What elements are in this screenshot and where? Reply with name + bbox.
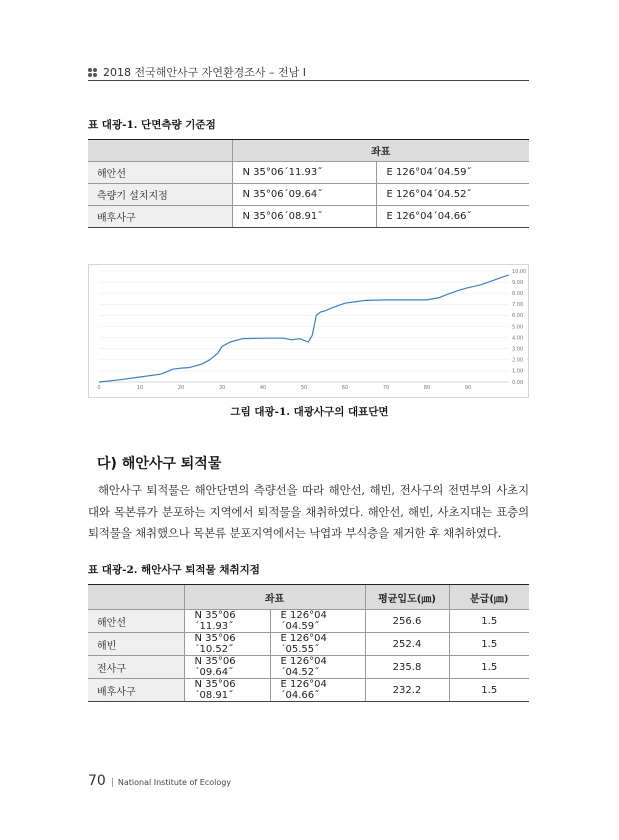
profile-chart-svg xyxy=(89,265,530,399)
institute-name: National Institute of Ecology xyxy=(117,778,232,787)
x-tick-label: 0 xyxy=(97,385,101,391)
y-tick-label: 3.00 xyxy=(512,346,524,353)
table2-empty-header xyxy=(88,585,184,610)
latitude-cell: N 35°06´09.64˝ xyxy=(232,184,376,206)
table2-caption: 표 대광-2. 해안사구 퇴적물 채취지점 xyxy=(88,564,260,576)
x-tick-label: 40 xyxy=(259,385,267,391)
table1-coords-header: 좌표 xyxy=(232,140,529,162)
x-tick-label: 90 xyxy=(464,385,472,391)
y-tick-label: 1.00 xyxy=(512,368,524,375)
grain-size-header: 평균입도(㎛) xyxy=(365,585,449,610)
latitude-cell: N 35°06´09.64˝ xyxy=(184,656,270,679)
page-number: 70 xyxy=(88,773,106,789)
bullet-dots-icon xyxy=(88,68,97,77)
table1-caption: 표 대광-1. 단면측량 기준점 xyxy=(88,119,216,131)
sorting-header: 분급(㎛) xyxy=(449,585,529,610)
latitude-cell: N 35°06´11.93˝ xyxy=(232,162,376,184)
table-row xyxy=(88,206,529,228)
x-tick-label: 80 xyxy=(423,385,431,391)
y-tick-label: 4.00 xyxy=(512,335,524,342)
running-header-title: 2018 전국해안사구 자연환경조사 – 전남 I xyxy=(103,66,306,79)
sorting-cell: 1.5 xyxy=(449,656,529,679)
latitude-cell: N 35°06´10.52˝ xyxy=(184,633,270,656)
longitude-cell: E 126°04´04.59˝ xyxy=(270,610,365,633)
grain-size-cell: 256.6 xyxy=(365,610,449,633)
row-label: 측량기 설치지점 xyxy=(88,184,232,206)
header-rule xyxy=(88,80,529,81)
sorting-cell: 1.5 xyxy=(449,610,529,633)
sediment-sampling-table xyxy=(88,584,529,702)
row-label: 배후사구 xyxy=(88,679,184,702)
grain-size-cell: 235.8 xyxy=(365,656,449,679)
longitude-cell: E 126°04´04.66˝ xyxy=(270,679,365,702)
x-tick-label: 30 xyxy=(218,385,226,391)
x-tick-label: 10 xyxy=(136,385,144,391)
latitude-cell: N 35°06´08.91˝ xyxy=(184,679,270,702)
y-tick-label: 9.00 xyxy=(512,279,524,286)
running-header xyxy=(88,64,306,80)
table-row xyxy=(88,679,529,702)
longitude-cell: E 126°04´04.59˝ xyxy=(376,162,529,184)
longitude-cell: E 126°04´04.52˝ xyxy=(376,184,529,206)
latitude-cell: N 35°06´08.91˝ xyxy=(232,206,376,228)
x-tick-label: 20 xyxy=(177,385,185,391)
profile-line xyxy=(99,275,509,382)
y-tick-label: 7.00 xyxy=(512,302,524,309)
latitude-cell: N 35°06´11.93˝ xyxy=(184,610,270,633)
x-tick-label: 50 xyxy=(300,385,308,391)
page-footer xyxy=(88,773,231,789)
row-label: 전사구 xyxy=(88,656,184,679)
y-tick-label: 0.00 xyxy=(512,379,524,386)
longitude-cell: E 126°04´04.52˝ xyxy=(270,656,365,679)
grain-size-cell: 232.2 xyxy=(365,679,449,702)
survey-reference-table xyxy=(88,139,529,228)
table1-empty-header xyxy=(88,140,232,162)
y-tick-label: 8.00 xyxy=(512,291,524,297)
x-tick-label: 60 xyxy=(341,385,349,391)
grain-size-cell: 252.4 xyxy=(365,633,449,656)
y-tick-label: 2.00 xyxy=(512,357,524,364)
row-label: 해안선 xyxy=(88,162,232,184)
y-tick-label: 5.00 xyxy=(512,324,524,331)
x-tick-label: 70 xyxy=(382,385,390,391)
row-label: 배후사구 xyxy=(88,206,232,228)
table-row xyxy=(88,633,529,656)
longitude-cell: E 126°04´05.55˝ xyxy=(270,633,365,656)
table-row xyxy=(88,656,529,679)
sorting-cell: 1.5 xyxy=(449,633,529,656)
row-label: 해안선 xyxy=(88,610,184,633)
body-paragraph: 해안사구 퇴적물은 해안단면의 측량선을 따라 해안선, 해빈, 전사구의 전면부의 사초지대와 목본류가 분포하는 지역에서 퇴적물을 채취하였다. 해안선, 해빈, 사초지대는 표층의 퇴적물을 채취했으나 목본류 분포지역에서는 낙엽과 부식층을 제거한 후 채취하였다. xyxy=(88,483,529,540)
footer-separator: | xyxy=(110,778,114,788)
row-label: 해빈 xyxy=(88,633,184,656)
figure-caption: 그림 대광-1. 대광사구의 대표단면 xyxy=(230,406,389,418)
profile-chart xyxy=(88,264,529,398)
longitude-cell: E 126°04´04.66˝ xyxy=(376,206,529,228)
table2-coords-header: 좌표 xyxy=(184,585,365,610)
table-row xyxy=(88,162,529,184)
section-title: 다) 해안사구 퇴적물 xyxy=(97,456,222,472)
y-tick-label: 10.00 xyxy=(512,268,527,275)
sorting-cell: 1.5 xyxy=(449,679,529,702)
y-tick-label: 6.00 xyxy=(512,313,524,320)
table-row xyxy=(88,610,529,633)
table-row xyxy=(88,184,529,206)
